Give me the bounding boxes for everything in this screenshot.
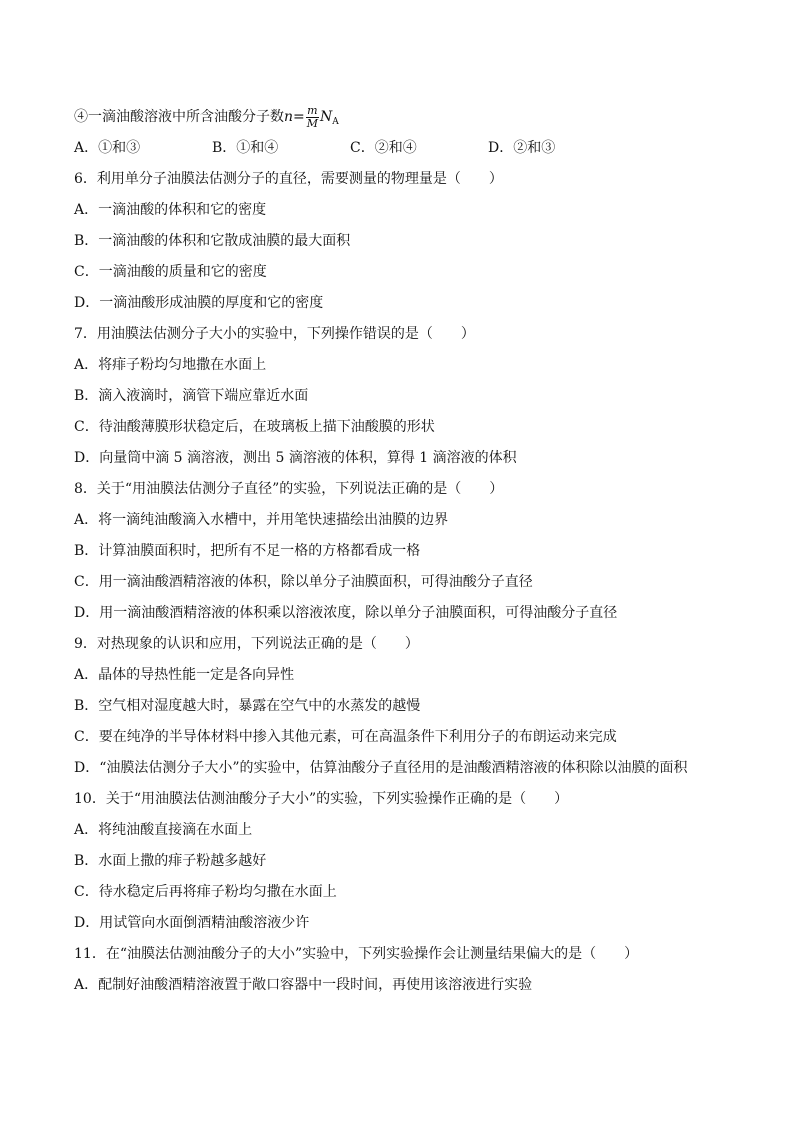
question-6-option-d: D．一滴油酸形成油膜的厚度和它的密度 xyxy=(74,295,324,311)
question-9-stem: 9．对热现象的认识和应用，下列说法正确的是（ ） xyxy=(74,636,419,652)
question-6-option-b: B．一滴油酸的体积和它散成油膜的最大面积 xyxy=(74,233,351,249)
question-8-option-a: A．将一滴纯油酸滴入水槽中，并用笔快速描绘出油膜的边界 xyxy=(74,512,449,528)
question-6-stem: 6．利用单分子油膜法估测分子的直径，需要测量的物理量是（ ） xyxy=(74,171,503,187)
question-10-option-b: B．水面上撒的痱子粉越多越好 xyxy=(74,853,267,869)
question-7-stem: 7．用油膜法估测分子大小的实验中，下列操作错误的是（ ） xyxy=(74,326,475,342)
document-page xyxy=(74,102,734,1001)
question-10-stem: 10．关于“用油膜法估测油酸分子大小”的实验，下列实验操作正确的是（ ） xyxy=(74,791,569,807)
question-7-option-c: C．待油酸薄膜形状稳定后，在玻璃板上描下油酸膜的形状 xyxy=(74,419,435,435)
option-c: C．②和④ xyxy=(350,140,417,156)
question-9-option-a: A．晶体的导热性能一定是各向异性 xyxy=(74,667,295,683)
item-4-text: ④一滴油酸溶液中所含油酸分子数 xyxy=(74,109,284,125)
question-10-option-a: A．将纯油酸直接滴在水面上 xyxy=(74,822,253,838)
formula-n: n xyxy=(284,109,294,125)
option-d: D．②和③ xyxy=(488,140,556,156)
question-10-option-c: C．待水稳定后再将痱子粉均匀撒在水面上 xyxy=(74,884,337,900)
question-6-option-c: C．一滴油酸的质量和它的密度 xyxy=(74,264,267,280)
fraction-numerator: m xyxy=(307,103,318,117)
formula-fraction xyxy=(306,105,319,130)
question-11-stem: 11．在“油膜法估测油酸分子的大小”实验中，下列实验操作会让测量结果偏大的是（ ） xyxy=(74,946,639,962)
question-8-option-c: C．用一滴油酸酒精溶液的体积，除以单分子油膜面积，可得油酸分子直径 xyxy=(74,574,533,590)
question-7-option-a: A．将痱子粉均匀地撒在水面上 xyxy=(74,357,267,373)
question-8-option-d: D．用一滴油酸酒精溶液的体积乘以溶液浓度，除以单分子油膜面积，可得油酸分子直径 xyxy=(74,605,618,621)
question-7-option-d: D．向量筒中滴 5 滴溶液，测出 5 滴溶液的体积，算得 1 滴溶液的体积 xyxy=(74,450,517,466)
question-11-option-a: A．配制好油酸酒精溶液置于敞口容器中一段时间，再使用该溶液进行实验 xyxy=(74,977,533,993)
formula-equals: = xyxy=(293,109,305,125)
question-9-option-d: D．“油膜法估测分子大小”的实验中，估算油酸分子直径用的是油酸酒精溶液的体积除以油膜的面积 xyxy=(74,760,688,776)
option-a: A．①和③ xyxy=(74,140,141,156)
question-9-option-c: C．要在纯净的半导体材料中掺入其他元素，可在高温条件下利用分子的布朗运动来完成 xyxy=(74,729,617,745)
question-8-option-b: B．计算油膜面积时，把所有不足一格的方格都看成一格 xyxy=(74,543,421,559)
fraction-denominator: M xyxy=(306,116,319,130)
formula-subscript: A xyxy=(332,117,339,127)
question-8-stem: 8．关于“用油膜法估测分子直径”的实验，下列说法正确的是（ ） xyxy=(74,481,504,497)
item-4-formula-line xyxy=(74,102,734,133)
option-b: B．①和④ xyxy=(212,140,279,156)
formula-avogadro: N xyxy=(320,109,333,125)
question-6-option-a: A．一滴油酸的体积和它的密度 xyxy=(74,202,267,218)
question-9-option-b: B．空气相对湿度越大时，暴露在空气中的水蒸发的越慢 xyxy=(74,698,421,714)
question-5-options xyxy=(74,133,734,164)
question-7-option-b: B．滴入液滴时，滴管下端应靠近水面 xyxy=(74,388,309,404)
question-10-option-d: D．用试管向水面倒酒精油酸溶液少许 xyxy=(74,915,310,931)
